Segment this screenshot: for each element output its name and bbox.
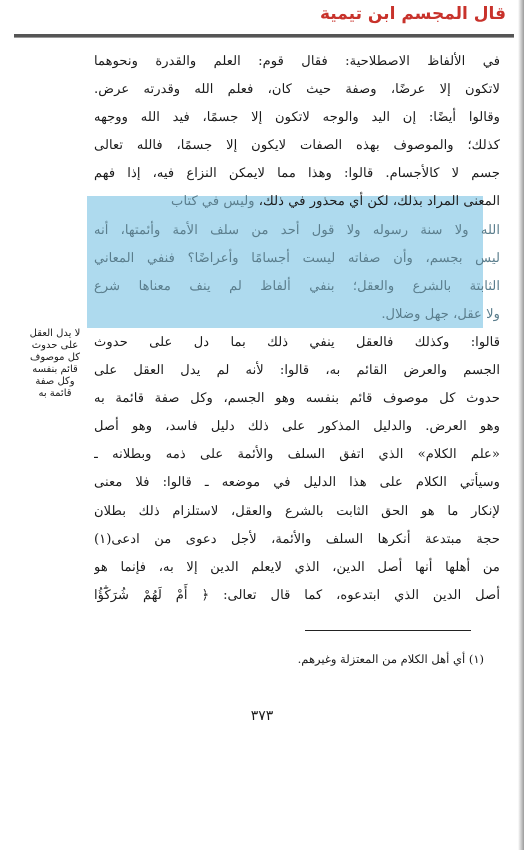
text-line-mixed <box>94 188 500 216</box>
margin-note-line: كل موصوف <box>29 352 81 363</box>
margin-note-line: قائم بنفسه <box>32 364 78 375</box>
text-line: لإنكار ما هو الحق الثابت بالشرع والعقل، لاستلزام ذلك بطلان <box>94 503 500 519</box>
text-line: قالوا: وكذلك فالعقل ينفي ذلك بما دل على حدوث <box>94 334 500 350</box>
highlighted-line: ولا عقل، جهل وضلال. <box>381 306 500 322</box>
text-line: جسم لا كالأجسام. قالوا: وهذا مما لايمكن النزاع فيه، إذا فهم <box>94 166 500 182</box>
highlighted-line: ليس بجسم، وأن صفاته ليست أجسامًا وأعراضًا؟ فنفي المعاني <box>94 250 500 266</box>
margin-note-line: قائمة به <box>38 388 72 399</box>
highlighted-line: الثابتة بالشرع والعقل؛ بنفي ألفاظ لم ينف معناها شرع <box>94 278 500 294</box>
footnote: (١) أي أهل الكلام من المعتزلة وغيرهم. <box>297 652 484 666</box>
text-line: حدوث كل موصوف قائم بنفسه وهو الجسم، وكل صفة قائمة به <box>94 391 500 407</box>
header-divider <box>14 34 514 38</box>
text-line: أصل الدين الذي ابتدعوه، كما قال تعالى: ﴿ أَمْ لَهُمْ شُرَكَٰٓؤُا <box>94 587 500 603</box>
margin-note-line: لا يدل العقل <box>29 328 81 339</box>
page-number: ٣٧٣ <box>250 708 274 724</box>
text-line: وهو العرض. والدليل المذكور على ذلك دليل فاسد، وهو أصل <box>94 419 500 435</box>
highlighted-segment: وليس في كتاب <box>171 194 259 210</box>
text-line: في الألفاظ الاصطلاحية: فقال قوم: العلم والقدرة ونحوهما <box>94 54 500 69</box>
text-line: من أهلها أنها أصل الدين، الذي لايعلم الدين إلا به، فإنما هو <box>94 559 500 575</box>
text-line: وسيأتي الكلام على هذا الدليل في موضعه ـ قالوا: فلا معنى <box>94 475 500 491</box>
margin-note-line: وكل صفة <box>35 376 75 387</box>
text-segment: المعنى المراد بذلك، لكن أي محذور في ذلك، <box>258 194 500 210</box>
text-line: الجسم والعرض القائم به، قالوا: لأنه لم يدل العقل على <box>94 363 500 379</box>
margin-note <box>22 328 88 400</box>
text-line: كذلك؛ والموصوف بهذه الصفات لايكون إلا جسمًا، فالله تعالى <box>94 138 500 154</box>
footnote-divider <box>305 630 471 631</box>
main-text <box>94 48 500 610</box>
text-line: «علم الكلام» الذي اتفق السلف والأئمة على ذمه وبطلانه ـ <box>94 447 500 463</box>
margin-note-line: على حدوث <box>31 340 79 351</box>
text-line: وقالوا أيضًا: إن اليد والوجه لاتكون إلا جسمًا، فيد الله ووجهه <box>94 110 500 126</box>
text-line: لاتكون إلا عرضًا، وصفة حيث كان، فعلم الله وقدرته عرض. <box>94 82 500 98</box>
text-line: حجة مبتدعة أنكرها السلف والأئمة، لأجل دعوى من ادعى(١) <box>94 531 500 547</box>
highlighted-line: الله ولا سنة رسوله ولا قول أحد من سلف الأمة وأئمتها، أنه <box>94 222 500 238</box>
page-header-title: قال المجسم ابن تيمية <box>320 4 506 24</box>
